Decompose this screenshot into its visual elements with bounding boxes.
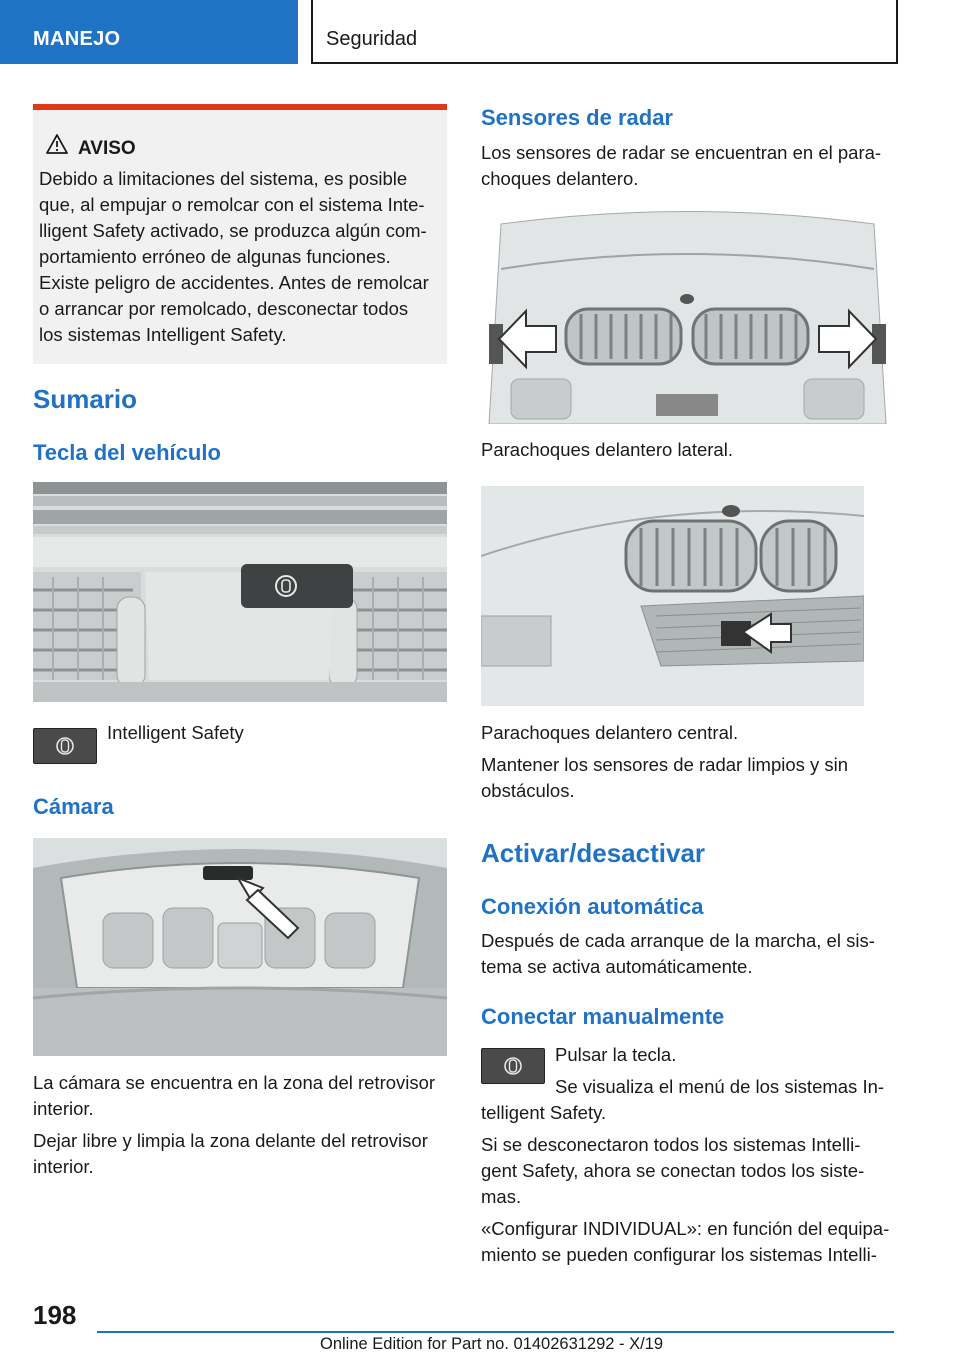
radar-intro: Los sensores de radar se encuentran en el para- choques delantero. [481,142,882,189]
heading-sensores-radar: Sensores de radar [481,105,673,130]
heading-sumario: Sumario [33,384,138,414]
bumper-lateral-image [481,204,894,424]
button-label: Intelligent Safety [107,722,244,743]
visualiza-line-1: Se visualiza el menú de los sistemas In- [555,1076,885,1097]
topic-label: Seguridad [326,28,418,50]
intelligent-safety-button-icon-2 [481,1048,545,1084]
camara-paragraph-1: La cámara se encuentra en la zona del retrovisor interior. [33,1072,436,1119]
caption-lateral: Parachoques delantero lateral. [481,439,733,460]
heading-conectar-manualmente: Conectar manualmente [481,1004,725,1029]
camera-location-image [33,838,447,1056]
caption-central: Parachoques delantero central. [481,722,739,743]
intelligent-safety-button-icon [33,728,97,764]
configure-paragraph: «Configurar INDIVIDUAL»: en función del equipa- miento se pueden configurar los sistemas Intelli- [481,1218,890,1265]
topic-tab [311,0,898,64]
pulsar-text: Pulsar la tecla. [555,1044,677,1065]
section-label: MANEJO [33,28,121,50]
conexion-paragraph: Después de cada arranque de la marcha, el sis- tema se activa automáticamente. [481,930,875,977]
reconnect-paragraph: Si se desconectaron todos los sistemas Intelli- gent Safety, ahora se conectan todos los siste- mas. [481,1134,865,1207]
page-number: 198 [33,1300,77,1330]
warning-triangle-icon [46,134,68,154]
footer-rule [97,1331,894,1333]
radar-care-paragraph: Mantener los sensores de radar limpios y sin obstáculos. [481,754,849,801]
camara-paragraph-2: Dejar libre y limpia la zona delante del retrovisor interior. [33,1130,428,1177]
edition-text: Online Edition for Part no. 01402631292 - X/19 [320,1335,664,1353]
warning-text: Debido a limitaciones del sistema, es posible que, al empujar o remolcar con el sistema Inte- lligent Safety activado, se produzca algún com- portamiento erróneo de algunas funciones. Existe peligro de accidentes. Antes de remolcar o arrancar por remolcado, desconectar todos los sistemas Intelligent Safety. [39,168,429,345]
dashboard-button-image [33,482,447,702]
visualiza-line-2: telligent Safety. [481,1102,607,1123]
heading-tecla-vehiculo: Tecla del vehículo [33,440,221,465]
warning-box [33,104,447,364]
bumper-central-image [481,486,864,706]
heading-conexion-automatica: Conexión automática [481,894,704,919]
heading-activar-desactivar: Activar/desactivar [481,838,706,868]
warning-title: AVISO [78,138,136,159]
heading-camara: Cámara [33,794,114,819]
section-tab [0,0,298,64]
